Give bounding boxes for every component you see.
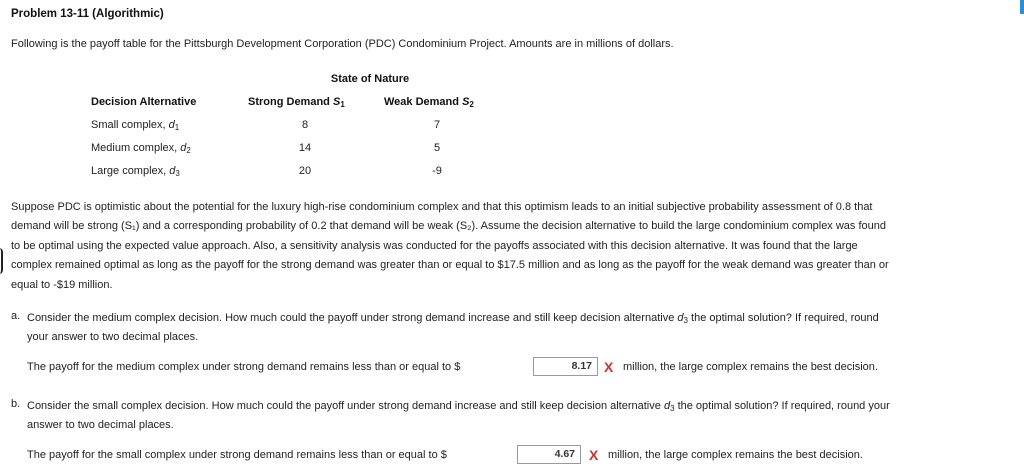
col-header-weak-label: Weak Demand	[384, 96, 459, 108]
question-a-text	[27, 310, 1017, 346]
question-a-text1-end: the optimal solution? If required, round	[691, 312, 879, 324]
margin-bracket	[0, 248, 3, 274]
question-a-marker: a.	[11, 310, 21, 322]
question-a-text1: Consider the medium complex decision. How much could the payoff under strong demand increase and still keep decision alternative	[27, 312, 675, 324]
question-b-line2: answer to two decimal places.	[27, 419, 174, 431]
table-cell-strong: 8	[301, 119, 309, 131]
table-cell-strong: 14	[298, 142, 312, 154]
col-header-weak-symbol: S	[462, 96, 470, 108]
table-cell-weak: 7	[433, 119, 441, 131]
col-header-weak-sub: 2	[469, 100, 474, 109]
answer-a-prefix: The payoff for the medium complex under strong demand remains less than or equal to $	[27, 361, 461, 373]
row-label-sub: 3	[175, 169, 180, 178]
answer-a-value: 8.17	[571, 360, 592, 372]
row-label-sub: 2	[186, 146, 191, 155]
answer-b-prefix: The payoff for the small complex under strong demand remains less than or equal to $	[27, 449, 447, 461]
question-a-symbol: d	[677, 312, 684, 324]
question-b-symbol: d	[663, 400, 671, 412]
scenario-line: to be optimal using the expected value approach. Also, a sensitivity analysis was conducted for the payoffs associated with this decision alternative. It was found that the large	[11, 239, 858, 252]
answer-b-suffix: million, the large complex remains the best decision.	[608, 449, 863, 461]
row-label-text: Small complex,	[91, 119, 166, 131]
row-label-text: Medium complex,	[91, 142, 178, 154]
scenario-line: Suppose PDC is optimistic about the potential for the luxury high-rise condominium complex and that this optimism leads to an initial subjective probability assessment of 0.8 that	[11, 201, 873, 213]
question-b-line1	[27, 398, 1017, 417]
col-header-strong-symbol: S	[332, 96, 341, 108]
row-label-symbol: d	[169, 165, 176, 177]
answer-b-value: 4.67	[554, 448, 575, 460]
table-cell-weak: -9	[432, 165, 442, 177]
question-a-line2: your answer to two decimal places.	[27, 331, 199, 343]
scroll-edge-indicator	[1020, 0, 1024, 14]
question-a-sub: 3	[683, 316, 688, 325]
table-cell-strong: 20	[298, 165, 312, 177]
problem-title: Problem 13-11 (Algorithmic)	[11, 8, 164, 20]
col-header-decision: Decision Alternative	[91, 96, 197, 108]
table-cell-weak: 5	[433, 142, 441, 154]
scenario-line: demand will be strong (S₁) and a corresponding probability of 0.2 that demand will be weak (S₂). Assume the decision alternative to build the large condominium complex was found	[11, 220, 887, 233]
incorrect-x-icon: X	[604, 359, 614, 375]
question-b-marker: b.	[11, 398, 21, 410]
question-b-sub: 3	[670, 404, 675, 413]
table-row-label	[91, 119, 179, 132]
incorrect-x-icon: X	[589, 447, 599, 463]
col-header-strong-label: Strong Demand	[248, 96, 330, 108]
state-of-nature-header: State of Nature	[330, 73, 410, 85]
question-b-text1-end: the optimal solution? If required, round your	[677, 400, 890, 412]
answer-a-input[interactable]	[533, 357, 598, 376]
question-b-text	[27, 398, 1017, 434]
col-header-strong	[248, 96, 345, 109]
scenario-paragraph	[11, 198, 1019, 295]
question-b-text1: Consider the small complex decision. How much could the payoff under strong demand increase and still keep decision alternative	[27, 400, 661, 412]
table-row-label	[91, 142, 191, 155]
answer-b-input[interactable]	[517, 445, 581, 464]
table-row-label	[91, 165, 180, 178]
row-label-text: Large complex,	[91, 165, 167, 177]
scenario-line: complex remained optimal as long as the payoff for the strong demand was greater than or equal to $17.5 million and as long as the payoff for the weak demand was greater than or	[11, 259, 889, 272]
scenario-line: equal to -$19 million.	[11, 278, 113, 291]
problem-intro: Following is the payoff table for the Pittsburgh Development Corporation (PDC) Condominium Project. Amounts are in millions of dollars.	[11, 38, 674, 50]
col-header-strong-sub: 1	[340, 100, 345, 109]
row-label-sub: 1	[174, 123, 180, 132]
col-header-weak	[384, 96, 474, 109]
answer-a-suffix: million, the large complex remains the best decision.	[623, 361, 878, 373]
question-a-line1	[27, 310, 1017, 329]
row-label-symbol: d	[168, 119, 175, 131]
row-label-symbol: d	[180, 142, 187, 154]
